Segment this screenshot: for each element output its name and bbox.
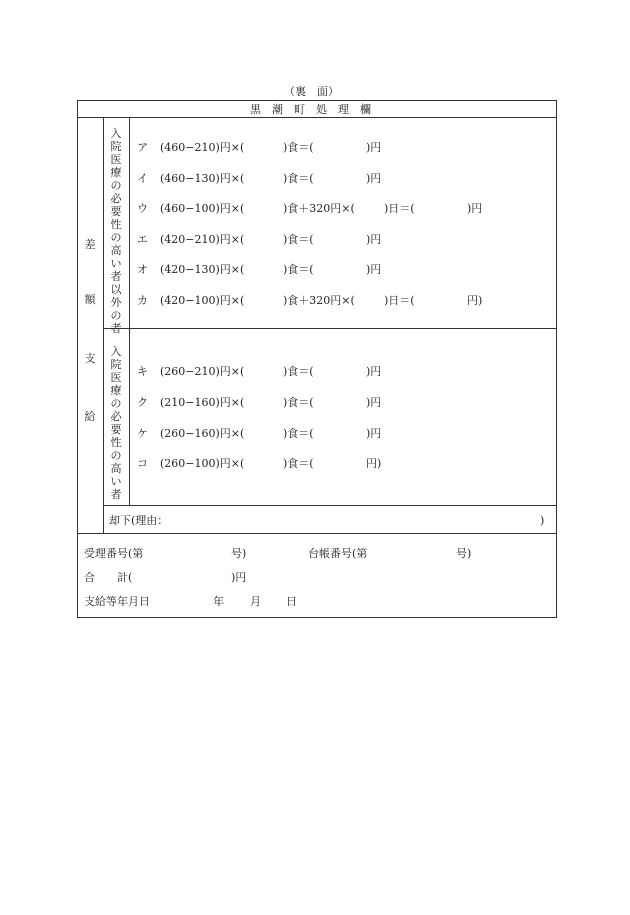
side-divider: [103, 117, 104, 533]
row-mark: ケ: [137, 427, 148, 440]
row-calc: (210−160)円×(: [160, 396, 245, 409]
date-month: 月: [250, 595, 261, 608]
vertical-label-char: 者: [110, 322, 122, 335]
date-day: 日: [286, 595, 297, 608]
row-text: )日＝(: [384, 202, 415, 215]
reject-top: [103, 505, 557, 506]
row-text: )円: [366, 263, 382, 276]
row-text: )円: [366, 141, 382, 154]
rejection-close: ): [540, 514, 545, 527]
row-text: )食＝(: [283, 141, 314, 154]
row-text: )円: [467, 202, 483, 215]
frame-top: [77, 100, 557, 101]
row-calc: (260−160)円×(: [160, 427, 245, 440]
row-mark: ウ: [137, 202, 148, 215]
vertical-label-char: 院: [110, 140, 122, 153]
row-mark: エ: [137, 233, 148, 246]
row-mark: キ: [137, 365, 148, 378]
side-label-char: 額: [84, 293, 96, 306]
title-divider: [77, 117, 557, 118]
side-label-char: 差: [84, 238, 96, 251]
vertical-label-char: 入: [110, 127, 122, 140]
row-text: )食＝(: [283, 427, 314, 440]
vertical-label-char: 必: [110, 410, 122, 423]
row-calc: (420−130)円×(: [160, 263, 245, 276]
row-text: )食＝(: [283, 233, 314, 246]
row-calc: (460−210)円×(: [160, 141, 245, 154]
vertical-label-char: 療: [110, 166, 122, 179]
row-mark: ク: [137, 396, 148, 409]
section-title: 黒 潮 町 処 理 欄: [250, 103, 371, 116]
row-calc: (260−210)円×(: [160, 365, 245, 378]
row-calc: (460−100)円×(: [160, 202, 245, 215]
label-divider: [129, 117, 130, 505]
row-mark: イ: [137, 172, 148, 185]
frame-bottom: [77, 617, 557, 618]
vertical-label-char: 高: [110, 244, 122, 257]
group1-label: [109, 127, 123, 335]
row-text: )食＝(: [283, 365, 314, 378]
row-mark: ア: [137, 141, 148, 154]
vertical-label-char: 性: [110, 218, 122, 231]
row-text: 円): [467, 294, 483, 307]
row-calc: (460−130)円×(: [160, 172, 245, 185]
vertical-label-char: の: [110, 231, 122, 244]
side-label-char: 給: [84, 410, 96, 423]
ledger-number-label: 台帳番号(第: [308, 547, 368, 560]
row-mark: オ: [137, 263, 148, 276]
row-text: )円: [366, 427, 382, 440]
row-text: )食＝(: [283, 172, 314, 185]
vertical-label-char: 者: [110, 488, 122, 501]
row-calc: (260−100)円×(: [160, 457, 245, 470]
row-text: )日＝(: [384, 294, 415, 307]
frame-right: [556, 100, 557, 618]
row-text: )食＋320円×(: [283, 202, 355, 215]
row-mark: コ: [137, 457, 148, 470]
vertical-label-char: 外: [110, 296, 122, 309]
vertical-label-char: 高: [110, 462, 122, 475]
rejection-label: 却下(理由：: [109, 514, 169, 527]
row-text: )円: [366, 233, 382, 246]
vertical-label-char: 者: [110, 270, 122, 283]
row-text: )円: [366, 365, 382, 378]
main-bottom: [77, 533, 557, 534]
payment-date-label: 支給等年月日: [84, 595, 150, 608]
vertical-label-char: 性: [110, 436, 122, 449]
receipt-number-end: 号): [231, 547, 247, 560]
vertical-label-char: 要: [110, 205, 122, 218]
vertical-label-char: い: [110, 475, 122, 488]
row-text: )食＝(: [283, 396, 314, 409]
page-subtitle: （裏 面）: [284, 85, 339, 98]
group2-label: [109, 345, 123, 501]
vertical-label-char: 医: [110, 153, 122, 166]
receipt-number-label: 受理番号(第: [84, 547, 144, 560]
date-year: 年: [213, 595, 224, 608]
side-label-char: 支: [84, 352, 96, 365]
vertical-label-char: の: [110, 179, 122, 192]
vertical-label-char: の: [110, 397, 122, 410]
vertical-label-char: の: [110, 309, 122, 322]
row-text: )円: [366, 396, 382, 409]
row-calc: (420−210)円×(: [160, 233, 245, 246]
row-calc: (420−100)円×(: [160, 294, 245, 307]
row-text: )円: [366, 172, 382, 185]
vertical-label-char: 医: [110, 371, 122, 384]
row-text: 円): [366, 457, 382, 470]
vertical-label-char: 院: [110, 358, 122, 371]
vertical-label-char: い: [110, 257, 122, 270]
row-text: )食＋320円×(: [283, 294, 355, 307]
total-end: )円: [231, 571, 247, 584]
ledger-number-end: 号): [456, 547, 472, 560]
total-label: 合 計(: [84, 571, 133, 584]
group-divider: [103, 328, 557, 329]
frame-left: [77, 100, 78, 618]
row-text: )食＝(: [283, 263, 314, 276]
row-text: )食＝(: [283, 457, 314, 470]
vertical-label-char: 以: [110, 283, 122, 296]
row-mark: カ: [137, 294, 148, 307]
vertical-label-char: 入: [110, 345, 122, 358]
vertical-label-char: 要: [110, 423, 122, 436]
vertical-label-char: 療: [110, 384, 122, 397]
vertical-label-char: の: [110, 449, 122, 462]
vertical-label-char: 必: [110, 192, 122, 205]
